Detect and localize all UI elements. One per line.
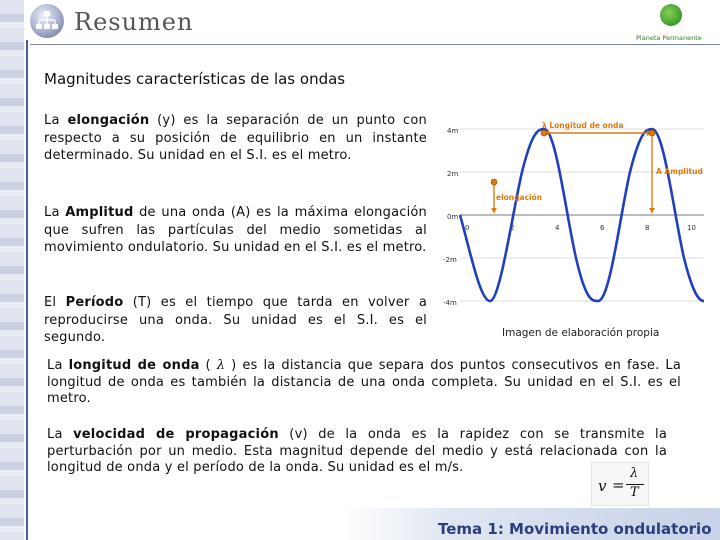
brand-text: Planeta Permanente	[636, 34, 702, 42]
x-tick-label: 8	[645, 224, 650, 232]
elongation-label: elongación	[496, 193, 543, 202]
header-divider	[30, 44, 720, 45]
velocity-formula	[591, 462, 649, 506]
paragraph-elongation: La elongación (y) es la separación de un punto con respecto a su posición de equilibrio en un instante determinado. Su unidad en el S.I. es el metro.	[44, 113, 427, 163]
y-tick-label: -4m	[443, 299, 457, 307]
elongation-marker	[491, 179, 497, 185]
x-tick-label: 2	[510, 224, 515, 232]
sitemap-icon	[30, 4, 64, 38]
crest-marker	[541, 130, 547, 136]
y-tick-label: 2m	[447, 170, 459, 178]
paragraph-velocity: La velocidad de propagación (v) de la onda es la rapidez con se transmite la perturbación por un medio. Esta magnitud depende del medio y está relacionada con la longitud de onda y el período de la onda. Su unidad es el m/s.	[47, 427, 667, 475]
wave-diagram	[438, 110, 708, 310]
section-title: Magnitudes características de las ondas	[44, 70, 346, 88]
formula-denominator: T	[630, 485, 639, 500]
formula-equals: =	[612, 476, 625, 494]
paragraph-period: El Período (T) es el tiempo que tarda en volver a reproducirse una onda. Su unidad es el S.I. es el segundo.	[44, 295, 428, 345]
crest-marker	[649, 130, 655, 136]
y-tick-label: 4m	[447, 127, 459, 135]
footer-title: Tema 1: Movimiento ondulatorio	[438, 520, 712, 538]
left-border-line	[26, 40, 28, 540]
formula-numerator: λ	[630, 466, 639, 481]
formula-lhs: v	[598, 477, 607, 495]
x-tick-label: 0	[465, 224, 470, 232]
brand-logo	[636, 4, 716, 42]
paragraph-amplitude: La Amplitud de una onda (A) es la máxima elongación que sufren las partículas del medio sometidas al movimiento ondulatorio. Su unidad en el S.I. es el metro.	[44, 205, 427, 255]
paragraph-wavelength: La longitud de onda ( λ ) es la distancia que separa dos puntos consecutivos en fase. La longitud de onda es también la distancia de una onda completa. Su unidad en el S.I. es el metro.	[47, 358, 681, 406]
page-title: Resumen	[74, 8, 194, 36]
x-tick-label: 6	[600, 224, 605, 232]
decorative-side-strip	[0, 0, 24, 540]
y-tick-label: -2m	[443, 256, 457, 264]
brand-globe-icon	[660, 4, 682, 26]
amplitude-label: A Amplitud	[656, 167, 703, 176]
x-tick-label: 4	[555, 224, 560, 232]
y-tick-label: 0m	[447, 213, 459, 221]
x-tick-label: 10	[687, 224, 696, 232]
image-caption: Imagen de elaboración propia	[502, 327, 660, 339]
wavelength-label: λ Longitud de onda	[542, 121, 624, 130]
